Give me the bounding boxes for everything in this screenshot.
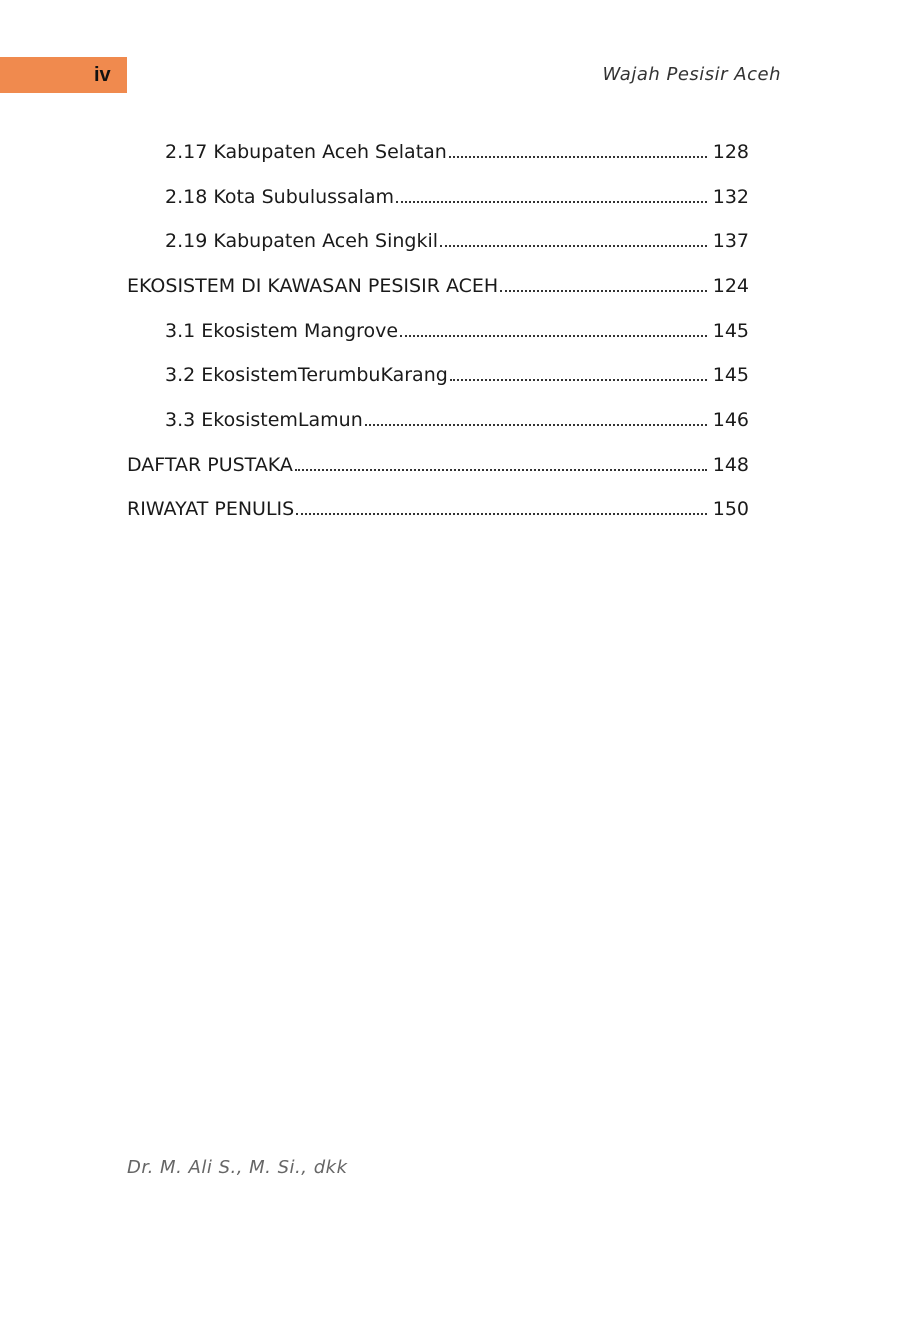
toc-entry[interactable] [165,409,749,431]
toc-entry-title: 3.1 Ekosistem Mangrove [165,320,399,342]
toc-dot-leader [440,244,707,247]
toc-dot-leader [396,200,707,203]
toc-entry-title: DAFTAR PUSTAKA [127,454,293,476]
toc-entry-page: 128 [712,141,749,163]
footer-author: Dr. M. Ali S., M. Si., dkk [127,1157,348,1178]
page-number: iv [94,64,111,86]
toc-entry-page: 150 [712,498,749,520]
toc-entry[interactable] [127,275,749,297]
toc-dot-leader [365,423,707,426]
toc-entry[interactable] [165,230,749,252]
toc-entry-page: 145 [712,320,749,342]
toc-entry-title: 3.2 EkosistemTerumbuKarang [165,364,448,386]
toc-entry-title: 3.3 EkosistemLamun [165,409,363,431]
toc-entry[interactable] [165,141,749,163]
toc-entry-page: 145 [712,364,749,386]
toc-dot-leader [450,378,707,381]
toc-entry-page: 148 [712,454,749,476]
toc-entry-title: 2.18 Kota Subulussalam [165,186,395,208]
toc-entry-title: EKOSISTEM DI KAWASAN PESISIR ACEH [127,275,499,297]
toc-entry-title: 2.17 Kabupaten Aceh Selatan [165,141,447,163]
toc-dot-leader [449,155,707,158]
toc-dot-leader [295,468,707,471]
toc-entry-title: RIWAYAT PENULIS [127,498,295,520]
toc-entry-page: 146 [712,409,749,431]
toc-entry-page: 124 [712,275,749,297]
toc-entry[interactable] [165,364,749,386]
toc-entry[interactable] [165,320,749,342]
toc-entry[interactable] [165,186,749,208]
toc-entry-page: 137 [712,230,749,252]
running-header-title: Wajah Pesisir Aceh [602,64,781,85]
toc-dot-leader [400,334,707,337]
toc-entry[interactable] [127,498,749,520]
toc-entry-title: 2.19 Kabupaten Aceh Singkil [165,230,439,252]
toc-entry[interactable] [127,454,749,476]
toc-dot-leader [296,512,707,515]
toc-entry-page: 132 [712,186,749,208]
toc-dot-leader [500,289,707,292]
